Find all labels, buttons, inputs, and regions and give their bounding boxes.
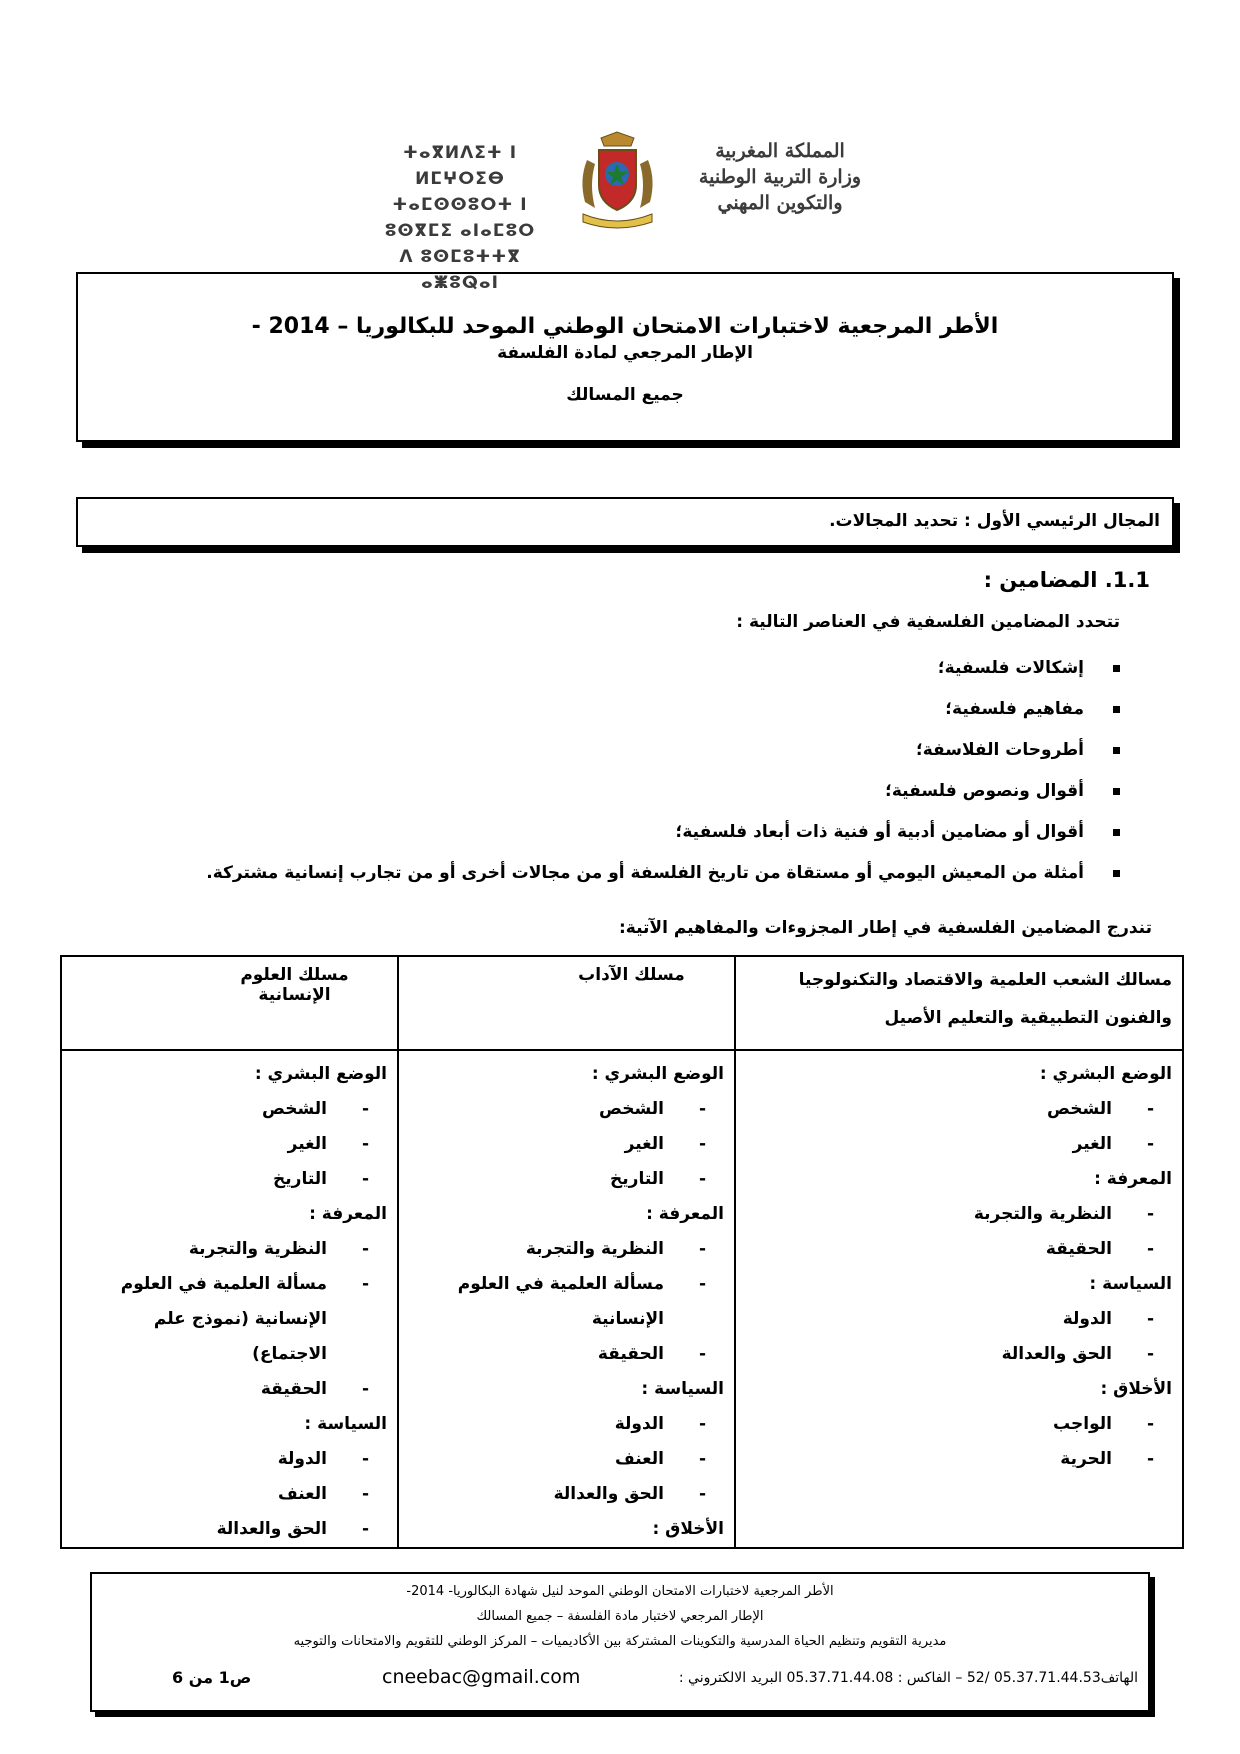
concept-label: الحقيقة <box>597 1344 664 1364</box>
concept-label: الدولة <box>614 1414 664 1434</box>
module-heading: الأخلاق : <box>652 1519 724 1539</box>
dash-icon: - <box>1146 1099 1154 1119</box>
dash-icon: - <box>1146 1204 1154 1224</box>
module-heading: الأخلاق : <box>1100 1379 1172 1399</box>
concept-item <box>72 1442 387 1477</box>
domain-heading: المجال الرئيسي الأول : تحديد المجالات. <box>76 497 1174 547</box>
concept-label: الغير <box>1072 1134 1112 1154</box>
list-item: أقوال أو مضامين أدبية أو فنية ذات أبعاد فلسفية؛ <box>120 812 1120 853</box>
dash-icon: - <box>698 1099 706 1119</box>
column-header: مسلك الآداب <box>398 956 735 1050</box>
list-item: مفاهيم فلسفية؛ <box>120 689 1120 730</box>
header <box>360 130 880 293</box>
dash-icon: - <box>361 1274 369 1294</box>
list-item: أقوال ونصوص فلسفية؛ <box>120 771 1120 812</box>
dash-icon: - <box>698 1484 706 1504</box>
module-heading: المعرفة : <box>1094 1169 1172 1189</box>
concept-item <box>72 1162 387 1197</box>
concept-item <box>72 1512 387 1547</box>
concept-item <box>72 1232 387 1267</box>
concept-label: الدولة <box>1062 1309 1112 1329</box>
dash-icon: - <box>698 1274 706 1294</box>
list-item: أطروحات الفلاسفة؛ <box>120 730 1120 771</box>
footer <box>90 1572 1150 1712</box>
table-intro: تندرج المضامين الفلسفية في إطار المجزوءات والمفاهيم الآتية: <box>619 918 1152 938</box>
concept-label: العنف <box>278 1484 327 1504</box>
concept-label: الدولة <box>277 1449 327 1469</box>
concept-item <box>746 1092 1172 1127</box>
dash-icon: - <box>698 1239 706 1259</box>
table-cell <box>735 1050 1183 1548</box>
concept-item <box>72 1127 387 1162</box>
footer-line: مديرية التقويم وتنظيم الحياة المدرسية والتكوينات المشتركة بين الأكاديميات – المركز الوطني للتقويم والامتحانات والتوجيه <box>293 1634 947 1649</box>
concept-continuation: الإنسانية (نموذج علم <box>153 1309 327 1329</box>
concept-label: الواجب <box>1053 1414 1112 1434</box>
dash-icon: - <box>361 1519 369 1539</box>
column-header: مسالك الشعب العلمية والاقتصاد والتكنولوجيا والفنون التطبيقية والتعليم الأصيل <box>735 956 1183 1050</box>
concept-label: مسألة العلمية في العلوم <box>457 1274 664 1294</box>
concept-item <box>746 1232 1172 1267</box>
concept-label: مسألة العلمية في العلوم <box>120 1274 327 1294</box>
concept-item <box>746 1442 1172 1477</box>
concept-label: الغير <box>624 1134 664 1154</box>
concept-label: الحقيقة <box>1045 1239 1112 1259</box>
concept-item <box>746 1337 1172 1372</box>
title-box <box>76 272 1174 442</box>
dash-icon: - <box>361 1134 369 1154</box>
table-cell <box>61 1050 398 1548</box>
concept-item <box>746 1197 1172 1232</box>
module-heading: المعرفة : <box>646 1204 724 1224</box>
module-heading: المعرفة : <box>309 1204 387 1224</box>
bullet-icon <box>1113 665 1120 672</box>
contents-list <box>120 648 1120 894</box>
module-heading: السياسة : <box>304 1414 387 1434</box>
module-list <box>746 1051 1172 1477</box>
dash-icon: - <box>1146 1449 1154 1469</box>
table-row <box>61 1050 1183 1548</box>
dash-icon: - <box>361 1099 369 1119</box>
concept-label: النظرية والتجربة <box>973 1204 1112 1224</box>
concept-label: الحق والعدالة <box>216 1519 327 1539</box>
module-heading: الوضع البشري : <box>1039 1064 1172 1084</box>
bullet-icon <box>1113 829 1120 836</box>
concept-item <box>409 1162 724 1197</box>
dash-icon: - <box>698 1414 706 1434</box>
concept-label: الحق والعدالة <box>553 1484 664 1504</box>
dash-icon: - <box>1146 1134 1154 1154</box>
dash-icon: - <box>1146 1239 1154 1259</box>
modules-table <box>60 955 1184 1549</box>
bullet-icon <box>1113 747 1120 754</box>
dash-icon: - <box>698 1449 706 1469</box>
coat-of-arms-icon <box>565 130 670 230</box>
concept-label: التاريخ <box>610 1169 664 1189</box>
concept-label: الحق والعدالة <box>1001 1344 1112 1364</box>
concept-item <box>746 1407 1172 1442</box>
ministry-name-tifinagh: ⵜⴰⴳⵍⴷⵉⵜ ⵏ ⵍⵎⵖⵔⵉⴱ ⵜⴰⵎⵙⵙⵓⵔⵜ ⵏ ⵓⵙⴳⵎⵉ ⴰⵏⴰⵎⵓⵔ ⴷ ⵓⵙⵎⵓⵜⵜⴳ ⴰⵥⵓⵕⴰⵏ <box>384 143 536 293</box>
concept-continuation: الاجتماع) <box>252 1344 327 1364</box>
column-header: مسلك العلوم الإنسانية <box>61 956 398 1050</box>
concept-item <box>409 1477 724 1512</box>
concept-item <box>72 1092 387 1127</box>
document-title: الأطر المرجعية لاختبارات الامتحان الوطني الموحد للبكالوريا – 2014 - <box>251 314 999 339</box>
concept-item <box>409 1442 724 1477</box>
page-number: ص1 من 6 <box>172 1668 252 1687</box>
concept-item <box>72 1372 387 1407</box>
concept-item <box>409 1407 724 1442</box>
module-heading: السياسة : <box>641 1379 724 1399</box>
module-heading: السياسة : <box>1089 1274 1172 1294</box>
ministry-name-arabic: المملكة المغربية وزارة التربية الوطنية والتكوين المهني <box>698 140 862 214</box>
concept-continuation: الإنسانية <box>591 1309 664 1329</box>
bullet-icon <box>1113 870 1120 877</box>
concept-label: الشخص <box>1047 1099 1112 1119</box>
dash-icon: - <box>361 1169 369 1189</box>
dash-icon: - <box>1146 1344 1154 1364</box>
concept-label: التاريخ <box>273 1169 327 1189</box>
dash-icon: - <box>698 1134 706 1154</box>
dash-icon: - <box>361 1484 369 1504</box>
dash-icon: - <box>1146 1414 1154 1434</box>
contact-info: الهاتف05.37.71.44.53 /52 – الفاكس : 05.37.71.44.08 البريد الالكتروني : <box>678 1670 1138 1686</box>
list-item: أمثلة من المعيش اليومي أو مستقاة من تاريخ الفلسفة أو من مجالات أخرى أو من تجارب إنسانية مشتركة. <box>120 853 1120 894</box>
subject-title: الإطار المرجعي لمادة الفلسفة <box>497 343 753 363</box>
list-item: إشكالات فلسفية؛ <box>120 648 1120 689</box>
concept-label: النظرية والتجربة <box>188 1239 327 1259</box>
concept-label: الشخص <box>262 1099 327 1119</box>
section-intro: تتحدد المضامين الفلسفية في العناصر التالية : <box>736 612 1120 632</box>
table-cell <box>398 1050 735 1548</box>
module-list <box>72 1051 387 1547</box>
concept-label: الشخص <box>599 1099 664 1119</box>
concept-label: العنف <box>615 1449 664 1469</box>
table-header-row <box>61 956 1183 1050</box>
footer-line: الإطار المرجعي لاختبار مادة الفلسفة – جميع المسالك <box>476 1609 764 1624</box>
dash-icon: - <box>361 1449 369 1469</box>
concept-item <box>409 1232 724 1267</box>
dash-icon: - <box>361 1239 369 1259</box>
dash-icon: - <box>698 1344 706 1364</box>
dash-icon: - <box>1146 1309 1154 1329</box>
concept-label: الحقيقة <box>260 1379 327 1399</box>
concept-item <box>409 1267 724 1302</box>
dash-icon: - <box>361 1379 369 1399</box>
dash-icon: - <box>698 1169 706 1189</box>
tracks-title: جميع المسالك <box>566 385 684 405</box>
module-list <box>409 1051 724 1547</box>
section-title: 1.1. المضامين : <box>983 568 1150 592</box>
concept-item <box>746 1127 1172 1162</box>
concept-label: النظرية والتجربة <box>525 1239 664 1259</box>
bullet-icon <box>1113 788 1120 795</box>
footer-line: الأطر المرجعية لاختبارات الامتحان الوطني الموحد لنيل شهادة البكالوريا- 2014- <box>406 1584 834 1599</box>
email-link[interactable]: cneebac@gmail.com <box>382 1666 581 1688</box>
concept-label: الغير <box>287 1134 327 1154</box>
concept-item <box>409 1127 724 1162</box>
concept-item <box>746 1302 1172 1337</box>
concept-item <box>409 1337 724 1372</box>
concept-item <box>72 1477 387 1512</box>
concept-label: الحرية <box>1060 1449 1112 1469</box>
bullet-icon <box>1113 706 1120 713</box>
concept-item <box>409 1092 724 1127</box>
module-heading: الوضع البشري : <box>591 1064 724 1084</box>
concept-item <box>72 1267 387 1302</box>
module-heading: الوضع البشري : <box>254 1064 387 1084</box>
